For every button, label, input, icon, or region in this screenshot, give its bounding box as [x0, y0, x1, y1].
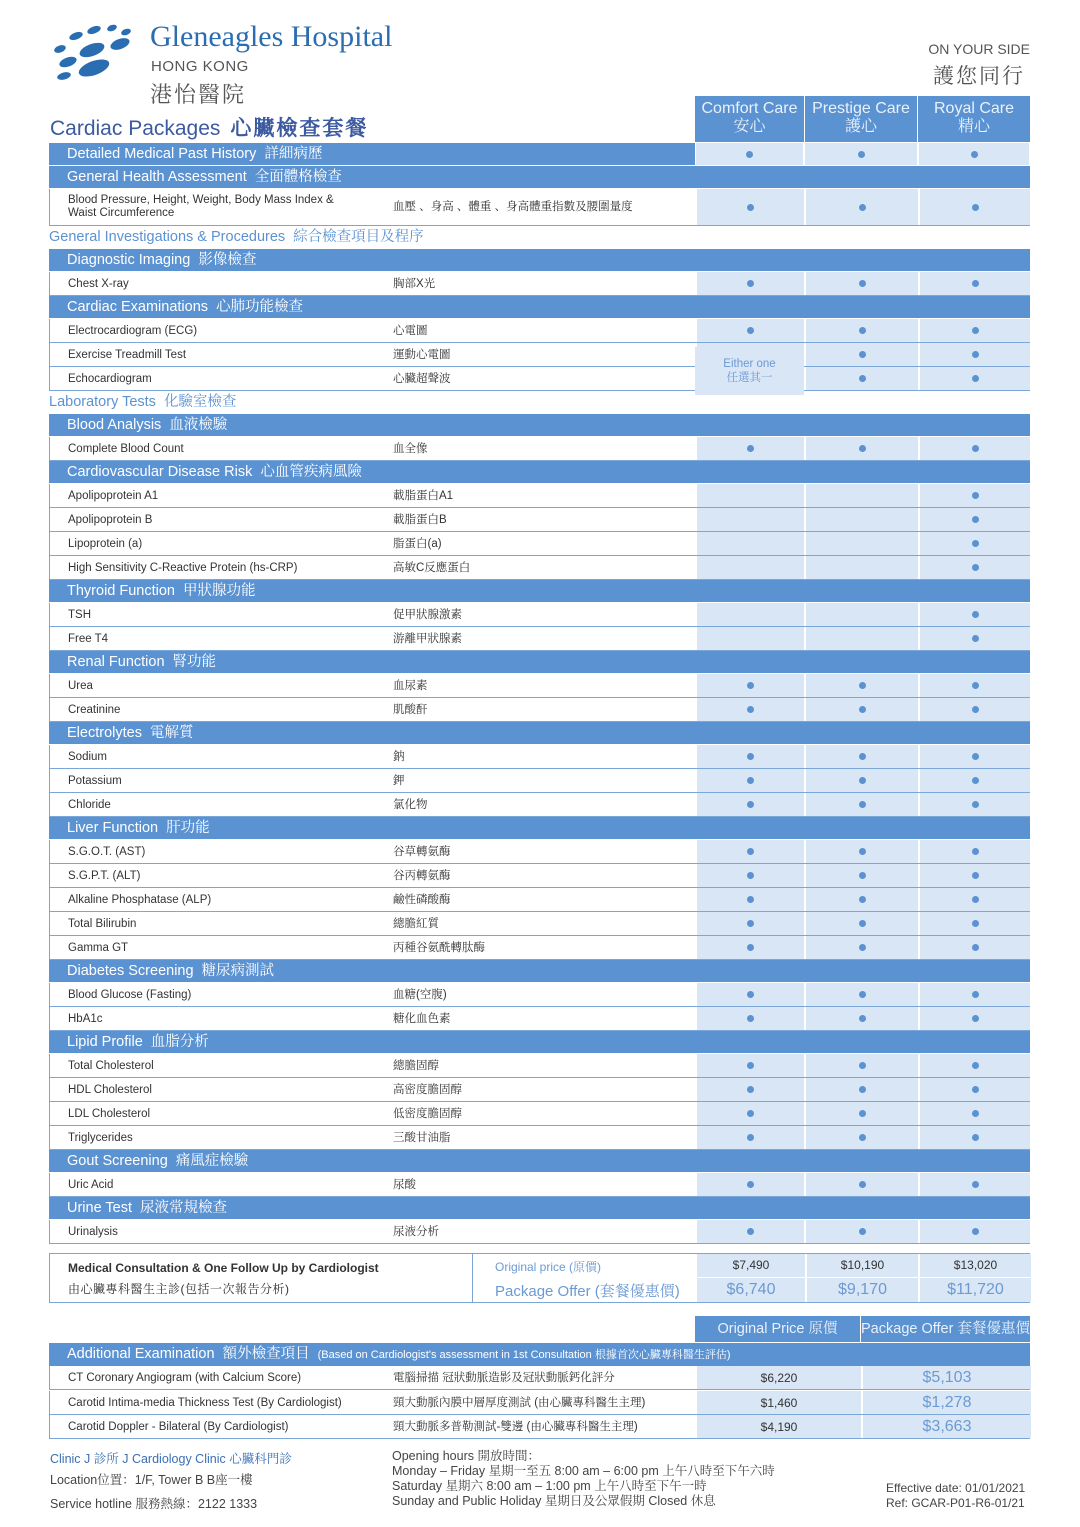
package-cells	[696, 319, 1031, 342]
included-dot-icon	[972, 1015, 979, 1022]
package-cell	[696, 603, 805, 626]
package-cell	[919, 1126, 1031, 1149]
package-cell	[919, 745, 1031, 768]
package-cell	[696, 769, 805, 792]
package-cell	[919, 627, 1031, 650]
section-header: Thyroid Function 甲狀腺功能	[49, 580, 1030, 603]
table-row: Blood Glucose (Fasting) 血糖(空腹)	[49, 983, 1030, 1007]
package-cell	[696, 840, 805, 863]
package-cell	[696, 189, 805, 225]
included-dot-icon	[747, 1228, 754, 1235]
included-dot-icon	[972, 920, 979, 927]
package-cell	[919, 484, 1031, 507]
table-row: Lipoprotein (a) 脂蛋白(a)	[49, 532, 1030, 556]
additional-original-header: Original Price 原價	[695, 1316, 860, 1342]
package-cells	[696, 532, 1031, 555]
package-cell	[805, 532, 919, 555]
included-dot-icon	[747, 944, 754, 951]
package-cell	[805, 793, 919, 816]
package-cell	[919, 508, 1031, 531]
package-cell	[919, 1054, 1031, 1077]
package-cell	[919, 189, 1031, 225]
included-dot-icon	[747, 991, 754, 998]
section-header: Cardiac Examinations 心肺功能檢查	[49, 296, 1030, 319]
package-cell	[696, 888, 805, 911]
package-cell	[919, 1220, 1031, 1243]
included-dot-icon	[747, 1015, 754, 1022]
package-cell	[919, 888, 1031, 911]
table-row: Apolipoprotein B 載脂蛋白B	[49, 508, 1030, 532]
included-dot-icon	[972, 327, 979, 334]
table-row: Exercise Treadmill Test 運動心電圖	[49, 343, 1030, 367]
package-cell	[919, 983, 1031, 1006]
additional-section-header: Additional Examination 額外檢查項目 (Based on Cardiologist's assessment in 1st Consultation 根據首次心臟專科醫生評估)	[49, 1343, 1030, 1366]
hospital-name-cn: 港怡醫院	[150, 82, 247, 107]
service-hotline: Service hotline 服務熱線：2122 1333	[50, 1497, 258, 1511]
package-cell	[919, 1173, 1031, 1196]
included-dot-icon	[972, 991, 979, 998]
included-dot-icon	[972, 1181, 979, 1188]
included-dot-icon	[859, 920, 866, 927]
included-dot-icon	[972, 801, 979, 808]
package-cell	[919, 343, 1031, 366]
package-cell	[919, 367, 1031, 390]
package-cells	[696, 912, 1031, 935]
package-cells	[696, 1220, 1031, 1243]
package-cell	[919, 769, 1031, 792]
package-cell	[805, 1078, 919, 1101]
included-dot-icon	[859, 1015, 866, 1022]
package-cell	[696, 936, 805, 959]
included-dot-icon	[859, 848, 866, 855]
table-row: Electrocardiogram (ECG) 心電圖	[49, 319, 1030, 343]
package-cell	[805, 983, 919, 1006]
package-cell	[919, 912, 1031, 935]
page-title-cn: 心臟檢查套餐	[230, 117, 369, 140]
package-cells	[696, 437, 1031, 460]
package-cell	[919, 674, 1031, 697]
included-dot-icon	[747, 848, 754, 855]
additional-row: CT Coronary Angiogram (with Calcium Score) 電腦掃描 冠狀動脈造影及冠狀動脈鈣化評分 $6,220 $5,103	[49, 1366, 1030, 1390]
table-row: Echocardiogram 心臟超聲波	[49, 367, 1030, 391]
package-cell	[696, 912, 805, 935]
included-dot-icon	[859, 872, 866, 879]
included-dot-icon	[859, 682, 866, 689]
included-dot-icon	[747, 1181, 754, 1188]
included-dot-icon	[972, 611, 979, 618]
package-cell	[919, 1102, 1031, 1125]
package-cell	[919, 1007, 1031, 1030]
included-dot-icon	[972, 848, 979, 855]
package-cell	[805, 437, 919, 460]
included-dot-icon	[972, 1086, 979, 1093]
package-cells	[696, 864, 1031, 887]
package-cells	[696, 1078, 1031, 1101]
section-header: Cardiovascular Disease Risk 心血管疾病風險	[49, 461, 1030, 484]
included-dot-icon	[747, 753, 754, 760]
included-dot-icon	[972, 375, 979, 382]
additional-row: Carotid Intima-media Thickness Test (By Cardiologist) 頸大動脈內膜中層厚度測試 (由心臟專科醫生主理) $1,460 $1,278	[49, 1391, 1030, 1415]
package-cells	[696, 698, 1031, 721]
included-dot-icon	[859, 777, 866, 784]
included-dot-icon	[972, 204, 979, 211]
original-price-label: Original price (原價)	[495, 1260, 602, 1274]
package-table	[49, 143, 1030, 1244]
package-cell	[919, 272, 1031, 295]
section-header: Lipid Profile 血脂分析	[49, 1031, 1030, 1054]
included-dot-icon	[747, 204, 754, 211]
package-cells	[696, 1102, 1031, 1125]
included-dot-icon	[859, 1110, 866, 1117]
package-cell	[696, 1173, 805, 1196]
table-row: Triglycerides 三酸甘油脂	[49, 1126, 1030, 1150]
included-dot-icon	[859, 1086, 866, 1093]
package-cell	[805, 769, 919, 792]
package-cell	[696, 627, 805, 650]
additional-row: Carotid Doppler - Bilateral (By Cardiologist) 頸大動脈多普勒測試-雙邊 (由心臟專科醫生主理) $4,190 $3,663	[49, 1415, 1030, 1439]
table-row: Urinalysis 尿液分析	[49, 1220, 1030, 1244]
included-dot-icon	[859, 204, 866, 211]
effective-date: Effective date: 01/01/2021 Ref: GCAR-P01-R6-01/21	[886, 1481, 1026, 1510]
page-title-en: Cardiac Packages	[50, 117, 221, 140]
table-row: S.G.P.T. (ALT) 谷丙轉氨酶	[49, 864, 1030, 888]
section-header: Urine Test 尿液常規檢查	[49, 1197, 1030, 1220]
column-header-prestige: Prestige Care 護心	[805, 96, 917, 142]
additional-offer-header: Package Offer 套餐優惠價	[861, 1316, 1030, 1342]
included-dot-icon	[859, 706, 866, 713]
package-cells	[696, 793, 1031, 816]
included-dot-icon	[972, 445, 979, 452]
table-row: HbA1c 糖化血色素	[49, 1007, 1030, 1031]
package-cell	[805, 864, 919, 887]
included-dot-icon	[859, 944, 866, 951]
package-cell	[805, 1220, 919, 1243]
included-dot-icon	[747, 1062, 754, 1069]
section-header: Liver Function 肝功能	[49, 817, 1030, 840]
package-cell	[919, 532, 1031, 555]
included-dot-icon	[747, 445, 754, 452]
table-row: Total Bilirubin 總膽紅質	[49, 912, 1030, 936]
package-cell	[805, 1054, 919, 1077]
package-cell	[696, 1220, 805, 1243]
package-cell	[805, 1173, 919, 1196]
package-cell	[805, 936, 919, 959]
included-dot-icon	[747, 706, 754, 713]
section-header: Electrolytes 電解質	[49, 722, 1030, 745]
package-cell	[696, 983, 805, 1006]
package-cells	[696, 189, 1031, 225]
included-dot-icon	[747, 1134, 754, 1141]
package-cell	[696, 864, 805, 887]
included-dot-icon	[972, 1228, 979, 1235]
table-row: Potassium 鉀	[49, 769, 1030, 793]
package-cell	[805, 556, 919, 579]
package-cell	[919, 556, 1031, 579]
included-dot-icon	[971, 151, 978, 158]
opening-hours: Opening hours 開放時間： Monday – Friday 星期一至五 8:00 am – 6:00 pm 上午八時至下午六時 Saturday 星期六 8:00 am – 1:00 pm 上午八時至下午一時 Sunday and Public Holiday 星期日及公眾假期 Closed 休息	[392, 1449, 775, 1508]
page-title	[50, 112, 368, 142]
included-dot-icon	[747, 280, 754, 287]
package-cell	[696, 532, 805, 555]
included-dot-icon	[972, 492, 979, 499]
section-header: General Health Assessment 全面體格檢查	[49, 166, 1030, 189]
table-row: Chloride 氯化物	[49, 793, 1030, 817]
included-dot-icon	[859, 1228, 866, 1235]
package-cell	[919, 936, 1031, 959]
package-cell	[805, 888, 919, 911]
table-row: S.G.O.T. (AST) 谷草轉氨酶	[49, 840, 1030, 864]
package-cells	[696, 484, 1031, 507]
package-cell	[919, 437, 1031, 460]
package-cell	[919, 1078, 1031, 1101]
category-header: Laboratory Tests 化驗室檢查	[49, 391, 1030, 414]
package-cell	[805, 603, 919, 626]
table-row: Sodium 鈉	[49, 745, 1030, 769]
package-cells	[696, 1126, 1031, 1149]
column-header-comfort: Comfort Care 安心	[695, 96, 804, 142]
package-cells	[696, 603, 1031, 626]
package-cell	[805, 840, 919, 863]
included-dot-icon	[859, 753, 866, 760]
price-prestige: $10,190 $9,170	[806, 1254, 918, 1302]
package-offer-label: Package Offer (套餐優惠價)	[495, 1283, 680, 1300]
included-dot-icon	[972, 1134, 979, 1141]
included-dot-icon	[972, 351, 979, 358]
consultation-en: Medical Consultation & One Follow Up by Cardiologist	[68, 1261, 379, 1275]
package-cell	[696, 484, 805, 507]
included-dot-icon	[972, 516, 979, 523]
table-row: Free T4 游離甲狀腺素	[49, 627, 1030, 651]
package-cells	[696, 1173, 1031, 1196]
package-cell	[919, 864, 1031, 887]
package-cell	[805, 189, 919, 225]
package-cells	[696, 1054, 1031, 1077]
included-dot-icon	[747, 327, 754, 334]
included-dot-icon	[859, 1181, 866, 1188]
package-cell	[696, 556, 805, 579]
package-cells	[696, 888, 1031, 911]
package-cell	[805, 627, 919, 650]
column-header-royal: Royal Care 精心	[918, 96, 1030, 142]
package-cell	[805, 745, 919, 768]
package-cell	[805, 1102, 919, 1125]
hospital-name: Gleneagles Hospital	[150, 20, 393, 53]
table-row: HDL Cholesterol 高密度膽固醇	[49, 1078, 1030, 1102]
included-dot-icon	[972, 872, 979, 879]
included-dot-icon	[747, 1086, 754, 1093]
clinic-name: Clinic J 診所 J Cardiology Clinic 心臟科門診	[50, 1452, 292, 1466]
package-cell	[919, 698, 1031, 721]
section-header: Diagnostic Imaging 影像檢查	[49, 249, 1030, 272]
clinic-location: Location位置：1/F, Tower B B座一樓	[50, 1473, 253, 1487]
package-cells	[696, 983, 1031, 1006]
package-cells	[696, 1007, 1031, 1030]
package-cells	[696, 627, 1031, 650]
section-header: Gout Screening 痛風症檢驗	[49, 1150, 1030, 1173]
included-dot-icon	[859, 801, 866, 808]
included-dot-icon	[859, 1062, 866, 1069]
slogan-cn: 護您同行	[933, 65, 1025, 88]
included-dot-icon	[858, 151, 865, 158]
consultation-price-row	[49, 1253, 1030, 1303]
category-header: General Investigations & Procedures 綜合檢查項目及程序	[49, 226, 1030, 249]
package-cell	[696, 793, 805, 816]
table-row: Apolipoprotein A1 載脂蛋白A1	[49, 484, 1030, 508]
section-header: Blood Analysis 血液檢驗	[49, 414, 1030, 437]
price-royal: $13,020 $11,720	[919, 1254, 1031, 1302]
included-dot-icon	[972, 777, 979, 784]
table-row: LDL Cholesterol 低密度膽固醇	[49, 1102, 1030, 1126]
included-dot-icon	[747, 1110, 754, 1117]
table-row: Alkaline Phosphatase (ALP) 鹼性磷酸酶	[49, 888, 1030, 912]
included-dot-icon	[859, 1134, 866, 1141]
price-comfort: $7,490 $6,740	[696, 1254, 805, 1302]
table-row: Gamma GT 丙種谷氨酰轉肽酶	[49, 936, 1030, 960]
section-header: Diabetes Screening 糖尿病測試	[49, 960, 1030, 983]
table-row: High Sensitivity C-Reactive Protein (hs-CRP) 高敏C反應蛋白	[49, 556, 1030, 580]
included-dot-icon	[747, 801, 754, 808]
package-cell	[696, 1054, 805, 1077]
package-cells	[696, 769, 1031, 792]
included-dot-icon	[747, 682, 754, 689]
package-cell	[805, 1126, 919, 1149]
package-cells	[695, 143, 1030, 165]
included-dot-icon	[972, 540, 979, 547]
package-cell	[695, 143, 804, 165]
package-cells	[696, 745, 1031, 768]
package-cell	[696, 1126, 805, 1149]
package-cell	[805, 367, 919, 390]
package-cells	[696, 840, 1031, 863]
table-row: Total Cholesterol 總膽固醇	[49, 1054, 1030, 1078]
package-cell	[805, 1007, 919, 1030]
table-row: Chest X-ray 胸部X光	[49, 272, 1030, 296]
package-cell	[696, 508, 805, 531]
included-dot-icon	[972, 1062, 979, 1069]
included-dot-icon	[747, 896, 754, 903]
table-row: Blood Pressure, Height, Weight, Body Mass Index & Waist Circumference 血壓 、身高 、體重 、身高體重指數及腰圍量度	[49, 189, 1030, 226]
package-cell	[696, 1078, 805, 1101]
package-cells	[696, 936, 1031, 959]
included-dot-icon	[859, 375, 866, 382]
included-dot-icon	[746, 151, 753, 158]
package-cell	[919, 603, 1031, 626]
package-cell	[696, 698, 805, 721]
table-row: Uric Acid 尿酸	[49, 1173, 1030, 1197]
package-cells	[696, 556, 1031, 579]
included-dot-icon	[972, 896, 979, 903]
package-cell	[919, 319, 1031, 342]
included-dot-icon	[747, 920, 754, 927]
table-row: TSH 促甲狀腺激素	[49, 603, 1030, 627]
package-cell	[918, 143, 1030, 165]
package-cell	[805, 674, 919, 697]
package-cell	[805, 272, 919, 295]
package-cell	[696, 272, 805, 295]
included-dot-icon	[859, 445, 866, 452]
package-cell	[805, 484, 919, 507]
package-cells	[696, 674, 1031, 697]
package-cell	[805, 912, 919, 935]
included-dot-icon	[972, 635, 979, 642]
included-dot-icon	[972, 944, 979, 951]
included-dot-icon	[747, 872, 754, 879]
included-dot-icon	[972, 564, 979, 571]
package-cell	[919, 793, 1031, 816]
included-dot-icon	[972, 682, 979, 689]
consultation-cn: 由心臟專科醫生主診(包括一次報告分析)	[68, 1282, 290, 1296]
section-header: Detailed Medical Past History 詳細病歷	[49, 143, 1030, 166]
included-dot-icon	[859, 280, 866, 287]
included-dot-icon	[747, 777, 754, 784]
hospital-logo-icon	[50, 22, 140, 80]
table-row: Creatinine 肌酸酐	[49, 698, 1030, 722]
price-labels	[472, 1254, 698, 1302]
package-cells	[696, 272, 1031, 295]
included-dot-icon	[972, 753, 979, 760]
table-row: Complete Blood Count 血全像	[49, 437, 1030, 461]
section-header: Renal Function 腎功能	[49, 651, 1030, 674]
package-cell	[805, 698, 919, 721]
included-dot-icon	[972, 280, 979, 287]
table-row: Urea 血尿素	[49, 674, 1030, 698]
included-dot-icon	[859, 327, 866, 334]
included-dot-icon	[859, 896, 866, 903]
package-cell	[919, 840, 1031, 863]
package-cell	[805, 319, 919, 342]
package-cell	[696, 745, 805, 768]
included-dot-icon	[859, 351, 866, 358]
package-cell	[696, 1102, 805, 1125]
package-cell	[805, 343, 919, 366]
package-cell	[696, 1007, 805, 1030]
package-cell	[696, 319, 805, 342]
package-cell	[805, 508, 919, 531]
either-one-note: Either one 任選其一	[695, 347, 804, 395]
included-dot-icon	[972, 706, 979, 713]
package-cell	[696, 437, 805, 460]
included-dot-icon	[859, 991, 866, 998]
included-dot-icon	[972, 1110, 979, 1117]
package-cells	[696, 508, 1031, 531]
package-cell	[804, 143, 918, 165]
package-cell	[696, 674, 805, 697]
hospital-subtitle: HONG KONG	[151, 58, 249, 75]
slogan-en: ON YOUR SIDE	[928, 41, 1030, 57]
